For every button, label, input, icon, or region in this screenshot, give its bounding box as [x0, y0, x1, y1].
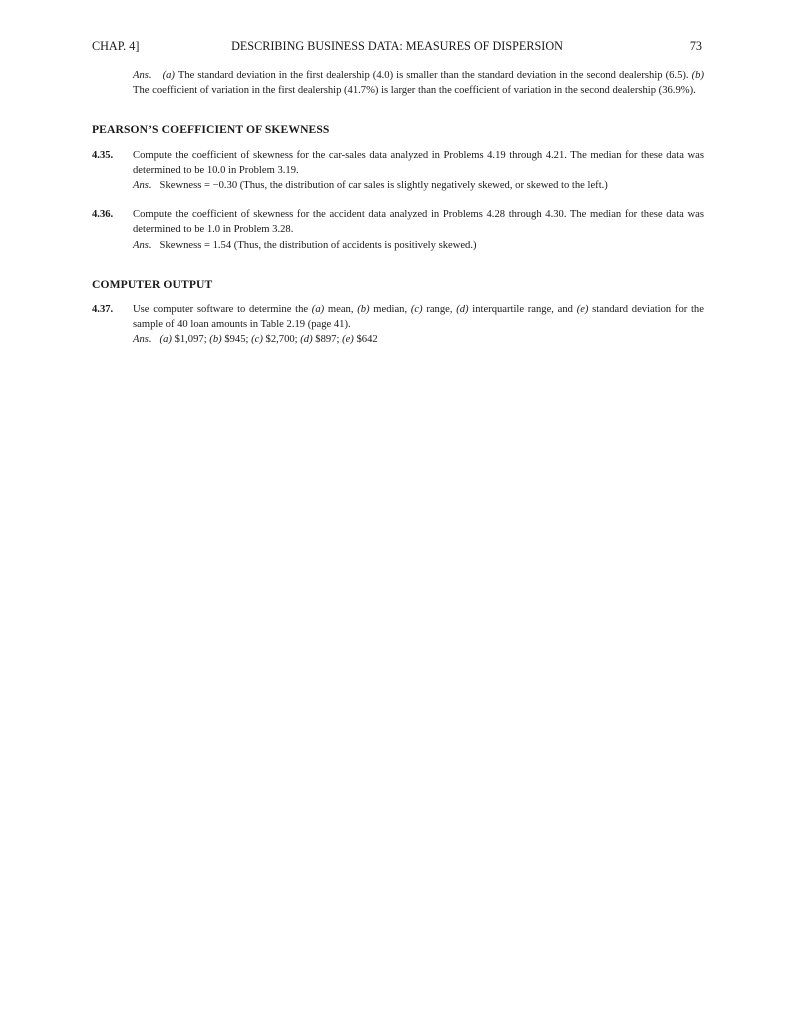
part-b-label: (b)	[691, 70, 704, 81]
problem-4-35	[92, 148, 704, 194]
ans-label: Ans.	[133, 239, 152, 251]
chapter-title: DESCRIBING BUSINESS DATA: MEASURES OF DISPERSION	[231, 39, 563, 53]
part-label: (b)	[209, 334, 222, 346]
problem-number: 4.37.	[92, 304, 114, 316]
problem-body	[133, 302, 704, 348]
question-text: range,	[426, 304, 453, 316]
problem-4-37	[92, 302, 704, 348]
answer-value: $642	[356, 334, 378, 346]
answer-value: $945;	[224, 334, 249, 346]
problem-number: 4.35.	[92, 149, 114, 161]
page-body	[92, 68, 704, 362]
answer-value: $2,700;	[265, 334, 298, 346]
problem-question	[133, 304, 704, 330]
part-label: (c)	[410, 304, 423, 316]
problem-4-36	[92, 207, 704, 253]
question-text: Use computer software to determine the	[133, 304, 309, 316]
part-label: (b)	[357, 304, 370, 316]
part-label: (c)	[251, 334, 263, 346]
chapter-label: CHAP. 4]	[92, 39, 140, 53]
problem-body	[133, 207, 704, 253]
problem-number: 4.36.	[92, 209, 114, 221]
answer-text: Skewness = 1.54 (Thus, the distribution of accidents is positively skewed.)	[159, 239, 477, 251]
question-text: median,	[373, 304, 408, 316]
question-text: standard deviation for the sample of 40 loan amounts in Table 2.19 (page 41).	[133, 304, 704, 331]
ans-label: Ans.	[133, 334, 152, 346]
problem-answer	[133, 178, 704, 193]
part-a-label: (a)	[162, 70, 175, 81]
answer-value: $897;	[315, 334, 340, 346]
part-label: (d)	[300, 334, 313, 346]
section-heading-computer-output: COMPUTER OUTPUT	[92, 277, 213, 291]
ans-label: Ans.	[133, 180, 152, 192]
part-b-text: The coefficient of variation in the first dealership (41.7%) is larger than the coefficient of variation in the second dealership (36.9%).	[133, 85, 696, 97]
answer-value: $1,097;	[174, 334, 207, 346]
part-a-text: The standard deviation in the first dealership (4.0) is smaller than the standard deviation in the second dealership (6.5).	[177, 70, 689, 81]
problem-question: Compute the coefficient of skewness for the accident data analyzed in Problems 4.28 through 4.30. The median for these data was determined to be 1.0 in Problem 3.28.	[133, 209, 704, 236]
page-number: 73	[689, 39, 702, 53]
problem-answer	[133, 332, 704, 347]
problem-answer	[133, 238, 704, 253]
continued-answer	[92, 68, 704, 98]
question-text: mean,	[327, 304, 354, 316]
part-label: (e)	[576, 304, 589, 316]
running-head	[92, 38, 702, 54]
ans-label: Ans.	[133, 70, 152, 81]
part-label: (a)	[311, 304, 325, 316]
problem-body	[133, 148, 704, 194]
problem-question: Compute the coefficient of skewness for the car-sales data analyzed in Problems 4.19 through 4.21. The median for these data was determined to be 10.0 in Problem 3.19.	[133, 149, 704, 176]
part-label: (e)	[342, 334, 354, 346]
part-label: (d)	[456, 304, 469, 316]
answer-text: Skewness = −0.30 (Thus, the distribution of car sales is slightly negatively skewed, or skewed to the left.)	[159, 180, 608, 192]
part-label: (a)	[159, 334, 172, 346]
section-heading-skewness: PEARSON’S COEFFICIENT OF SKEWNESS	[92, 123, 330, 137]
question-text: interquartile range, and	[472, 304, 573, 316]
